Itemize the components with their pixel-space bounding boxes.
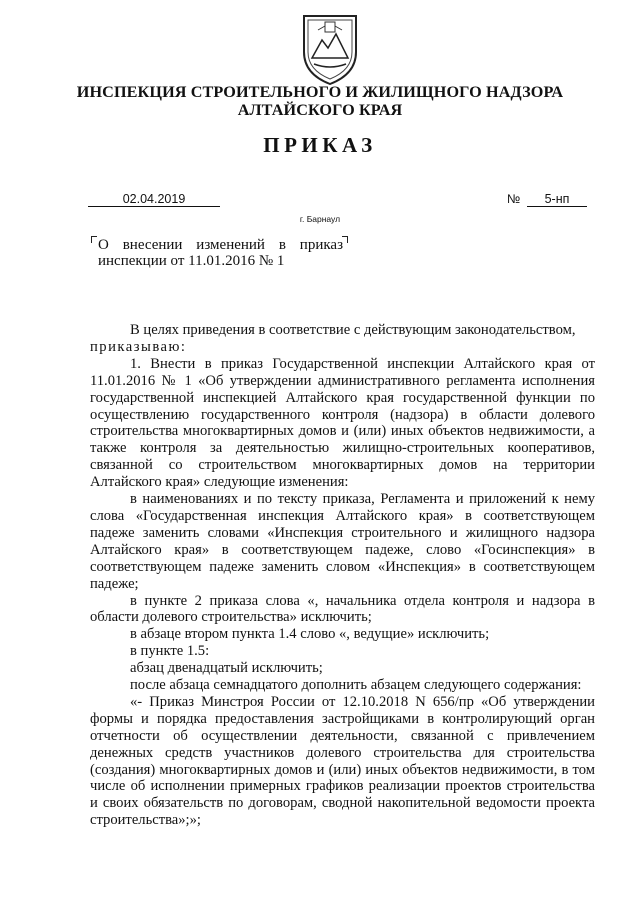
organization-name-line2: АЛТАЙСКОГО КРАЯ [237,101,403,119]
body-paragraph: в наименованиях и по тексту приказа, Регламента и приложений к нему слова «Государственная инспекция Алтайского края» в соответствующем падеже заменить словами «Инспекция строительного и жилищного надзора Алтайского края» в соответствующем падеже, слово «Госинспекция» в соответствующем падеже заменить словом «Инспекция» в соответствующем падеже; [90,491,595,592]
body-paragraph: приказываю: [90,338,187,355]
subject-line2: инспекции от 11.01.2016 № 1 [98,253,285,269]
body-paragraph: в абзаце втором пункта 1.4 слово «, ведущие» исключить; [130,626,490,643]
body-paragraph: «- Приказ Минстроя России от 12.10.2018 N 656/пр «Об утверждении формы и порядка предоставления застройщиками в контролирующий орган отчетности об осуществлении деятельности, связанной с привлечением денежных средств участников долевого строительства для строительства (создания) многоквартирных домов и (или) иных объектов недвижимости, в том числе об исполнении примерных графиков реализации проектов строительства и своих обязательств по договорам, сводной накопительной ведомости проекта строительства»;»; [90,693,595,829]
body-paragraph: в пункте 2 приказа слова «, начальника отдела контроля и надзора в области долевого строительства» исключить; [90,592,595,626]
document-date: 02.04.2019 [88,192,220,207]
body-paragraph: 1. Внести в приказ Государственной инспекции Алтайского края от 11.01.2016 № 1 «Об утверждении административного регламента исполнения государственной инспекцией Алтайского края государственной функции по осуществлению государственного контроля (надзора) в области долевого строительства многоквартирных домов и (или) иных объектов недвижимости, а также контроля за деятельностью жилищно-строительных кооперативов, связанной со строительством многоквартирных домов на территории Алтайского края» следующие изменения: [90,355,595,491]
document-title: ПРИКАЗ [263,133,377,157]
body-paragraph: после абзаца семнадцатого дополнить абзацем следующего содержания: [130,677,582,694]
organization-name-line1: ИНСПЕКЦИЯ СТРОИТЕЛЬНОГО И ЖИЛИЩНОГО НАДЗОРА [76,83,564,101]
body-paragraph: В целях приведения в соответствие с действующим законодательством, [130,322,576,338]
document-subject [98,237,343,269]
coat-of-arms-emblem [298,12,362,86]
subject-bracket-left [91,236,97,243]
document-number: 5-нп [527,192,587,207]
number-label: № [507,192,521,206]
body-paragraph: в пункте 1.5: [130,643,210,660]
document-body [90,322,595,829]
body-paragraph: абзац двенадцатый исключить; [130,660,323,677]
subject-line1: О внесении изменений в приказ [98,237,343,253]
city-label: г. Барнаул [299,214,341,224]
